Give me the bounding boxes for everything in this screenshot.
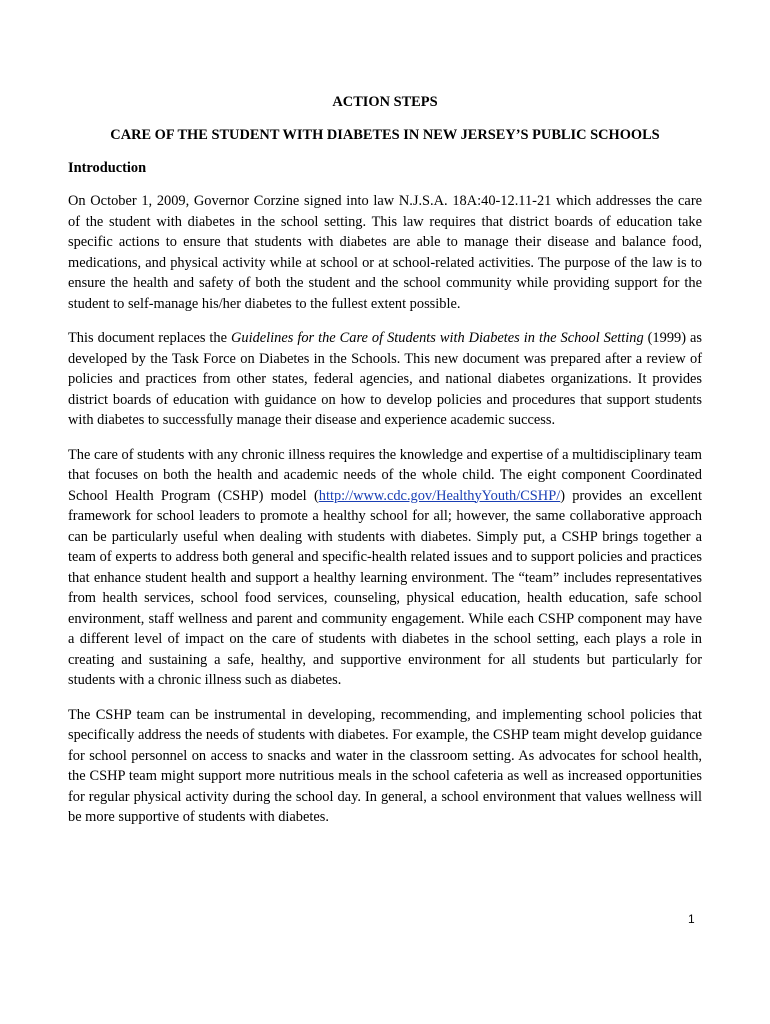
paragraph-text: This document replaces the: [68, 330, 231, 346]
section-heading-introduction: Introduction: [68, 160, 147, 176]
paragraph-cshp-team: The CSHP team can be instrumental in developing, recommending, and implementing school policies that specifically address the needs of students with diabetes. For example, the CSHP team might develop guidance for school personnel on access to snacks and water in the classroom setting. As advocates for school health, the CSHP team might support more nutritious meals in the school cafeteria as well as increased opportunities for regular physical activity during the school day. In general, a school environment that values wellness will be more supportive of students with diabetes.: [68, 706, 702, 825]
guidelines-title: Guidelines for the Care of Students with Diabetes in the School Setting: [231, 330, 644, 346]
document-subtitle: CARE OF THE STUDENT WITH DIABETES IN NEW JERSEY’S PUBLIC SCHOOLS: [110, 127, 660, 143]
paragraph-document-replaces: [68, 328, 702, 431]
document-body: [68, 93, 702, 842]
page-number: 1: [688, 912, 695, 926]
cshp-link[interactable]: http://www.cdc.gov/HealthyYouth/CSHP/: [318, 487, 561, 504]
paragraph-cshp-model: [68, 445, 702, 691]
paragraph-law-overview: On October 1, 2009, Governor Corzine signed into law N.J.S.A. 18A:40-12.11-21 which addresses the care of the student with diabetes in the school setting. This law requires that district boards of education take specific actions to ensure that students with diabetes are able to manage their disease and balance food, medications, and physical activity while at school or at school-related activities. The purpose of the law is to ensure the health and safety of both the student and the school community while providing support for the student to self-manage his/her diabetes to the fullest extent possible.: [68, 193, 702, 312]
document-title: ACTION STEPS: [332, 94, 438, 110]
paragraph-text: ) provides an excellent framework for school leaders to promote a healthy school for all; however, the same collaborative approach can be particularly useful when dealing with students with diabetes. Simply put, a CSHP brings together a team of experts to address both general and specific-health related issues and to support policies and practices that enhance student health and support a healthy learning environment. The “team” includes representatives from health services, school food services, counseling, physical education, health education, safe school environment, staff wellness and parent and community engagement. While each CSHP component may have a different level of impact on the care of students with diabetes in the school setting, each plays a role in creating and sustaining a safe, healthy, and supportive environment for all students but particularly for students with a chronic illness such as diabetes.: [68, 487, 702, 688]
paragraph-text: The care of students with any chronic illness requires the knowledge and expertise of a multidisciplinary team that focuses on both the health and academic needs of the whole child. The eight component Coordinated School Health Program (CSHP) model (: [68, 446, 702, 504]
paragraph-text: (1999) as developed by the Task Force on Diabetes in the Schools. This new document was prepared after a review of policies and practices from other states, federal agencies, and national diabetes organizations. It provides district boards of education with guidance on how to develop policies and procedures that support students with diabetes to successfully manage their disease and experience academic success.: [68, 330, 702, 428]
